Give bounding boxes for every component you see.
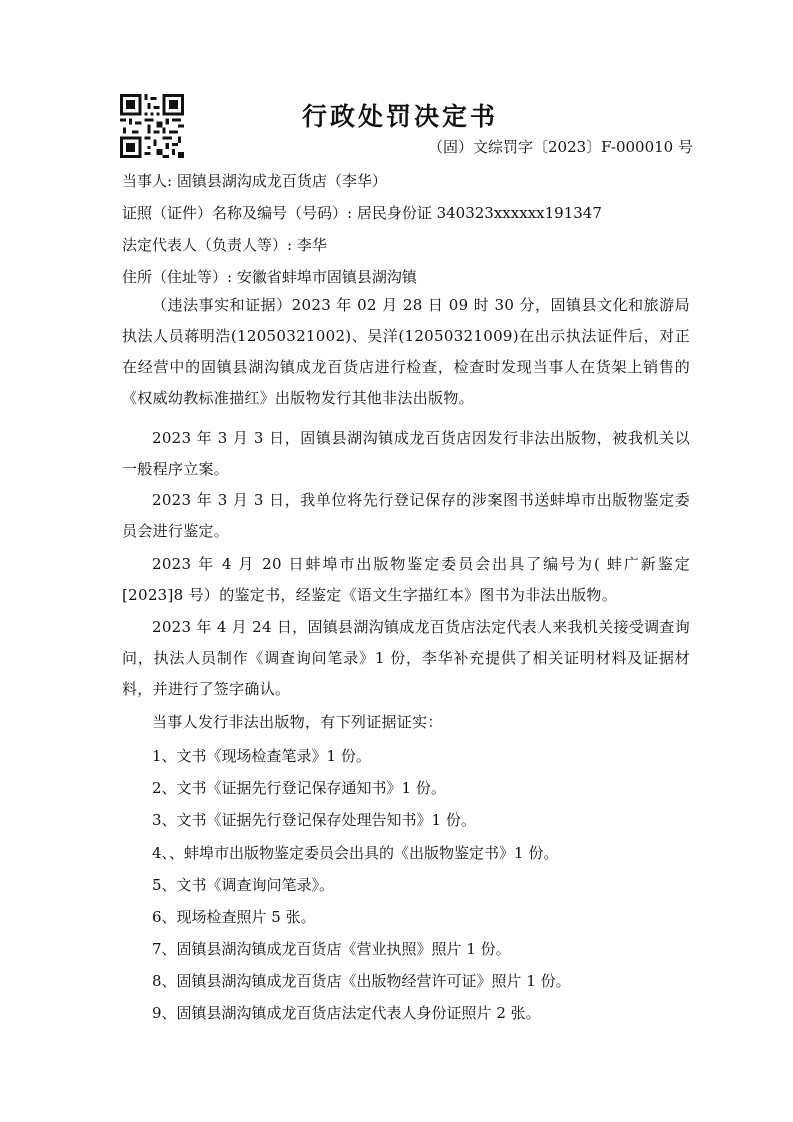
address-line: 住所（住址等）: 安徽省蚌埠市固镇县湖沟镇: [122, 268, 417, 286]
evidence-item: 6、现场检查照片 5 张。: [152, 908, 316, 926]
evidence-item: 5、文书《调查询问笔录》。: [152, 876, 335, 894]
document-number: （固）文综罚字〔2023〕F-000010 号: [427, 138, 693, 156]
evidence-item: 3、文书《证据先行登记保存处理告知书》1 份。: [152, 811, 476, 829]
evidence-item: 4、、蚌埠市出版物鉴定委员会出具的《出版物鉴定书》1 份。: [152, 844, 559, 862]
party-line: 当事人: 固镇县湖沟成龙百货店（李华）: [122, 172, 387, 190]
filing-paragraph: 2023 年 3 月 3 日，固镇县湖沟镇成龙百货店因发行非法出版物，被我机关以一般程序立案。: [122, 429, 690, 478]
appraisal-result-paragraph: 2023 年 4 月 20 日蚌埠市出版物鉴定委员会出具了编号为( 蚌广新鉴定[2023]8 号）的鉴定书，经鉴定《语文生字描红本》图书为非法出版物。: [122, 555, 690, 604]
document-title: 行政处罚决定书: [301, 102, 498, 131]
evidence-item: 8、固镇县湖沟镇成龙百货店《出版物经营许可证》照片 1 份。: [152, 972, 571, 990]
evidence-item: 7、固镇县湖沟镇成龙百货店《营业执照》照片 1 份。: [152, 940, 511, 958]
legal-rep-line: 法定代表人（负责人等）: 李华: [122, 236, 327, 254]
evidence-item: 1、文书《现场检查笔录》1 份。: [152, 747, 371, 765]
id-info-line: 证照（证件）名称及编号（号码）: 居民身份证 340323xxxxxx191347: [122, 204, 602, 222]
evidence-intro-paragraph: 当事人发行非法出版物，有下列证据证实：: [152, 713, 443, 731]
qr-code-icon: [120, 94, 184, 158]
facts-paragraph: （违法事实和证据）2023 年 02 月 28 日 09 时 30 分，固镇县文化和旅游局执法人员蒋明浩(12050321002)、吴洋(12050321009)在出示执法证件后，对正在经营中的固镇县湖沟镇成龙百货店进行检查，检查时发现当事人在货架上销售的《权威幼教标准描红》出版物发行其他非法出版物。: [122, 296, 690, 407]
evidence-item: 9、固镇县湖沟镇成龙百货店法定代表人身份证照片 2 张。: [152, 1004, 541, 1022]
inquiry-paragraph: 2023 年 4 月 24 日，固镇县湖沟镇成龙百货店法定代表人来我机关接受调查询问，执法人员制作《调查询问笔录》1 份，李华补充提供了相关证明材料及证据材料，并进行了签字确认。: [122, 618, 690, 698]
evidence-item: 2、文书《证据先行登记保存通知书》1 份。: [152, 779, 446, 797]
appraisal-request-paragraph: 2023 年 3 月 3 日，我单位将先行登记保存的涉案图书送蚌埠市出版物鉴定委员会进行鉴定。: [122, 491, 690, 540]
